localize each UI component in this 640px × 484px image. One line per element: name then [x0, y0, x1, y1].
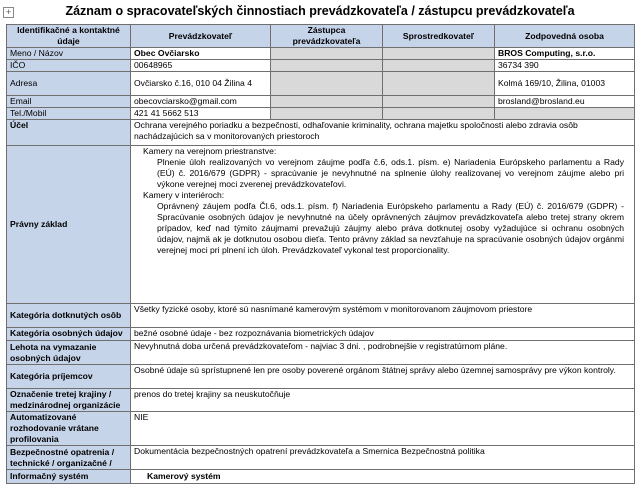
controller-ico: 00648965: [131, 60, 271, 72]
information-system-row: [7, 470, 635, 484]
processor-email: [383, 96, 495, 108]
retention-label: Lehota na vymazanie osobných údajov: [7, 341, 131, 365]
representative-email: [271, 96, 383, 108]
third-country-label: Označenie tretej krajiny / medzinárodnej organizácie: [7, 389, 131, 412]
contact-row-address: [7, 72, 635, 96]
recipients-label: Kategória príjemcov: [7, 365, 131, 389]
header-representative: Zástupca prevádzkovateľa: [271, 25, 383, 48]
retention-row: [7, 341, 635, 365]
legal-basis-label: Právny základ: [7, 146, 131, 304]
legal-basis-row: [7, 146, 635, 304]
header-processor: Sprostredkovateľ: [383, 25, 495, 48]
legal-basis-heading-public: Kamery na verejnom priestranstve:: [143, 146, 277, 156]
personal-data-value: bežné osobné údaje - bez rozpoznávania biometrických údajov: [131, 328, 635, 341]
contact-row-email: [7, 96, 635, 108]
information-system-value: Kamerový systém: [131, 470, 635, 484]
record-table: [6, 24, 635, 484]
dpo-address: Kolmá 169/10, Žilina, 01003: [495, 72, 635, 96]
header-identification: Identifikačné a kontaktné údaje: [7, 25, 131, 48]
representative-address: [271, 72, 383, 96]
controller-email: obecovciarsko@gmail.com: [131, 96, 271, 108]
purpose-value: Ochrana verejného poriadku a bezpečnosti, odhaľovanie kriminality, ochrana majetku spoločnosti alebo zdravia osôb nachádzajúcich sa v monitorovaných priestoroch: [131, 120, 635, 146]
legal-basis-text-interior: Oprávnený záujem podľa Čl.6, ods.1. písm. f) Nariadenia Európskeho parlamentu a Rady (EÚ) č. 2016/679 (GDPR) - Spracúvanie osobných údajov je nevyhnutné na účely oprávnených záujmov prevádzkovateľa alebo tretej strany okrem prípadov, keď nad týmito záujmami prevažujú záujmy alebo práva dotknutej osoby vyžadujúce si ochranu osobných údajov, najmä ak je dotknutou osobou dieťa. Tento právny základ sa nevzťahuje na spracúvanie osobných údajov orgánmi verejnej moci pri plnení ich úloh. Prevádzkovateľ vykonal test proporcionality.: [157, 201, 624, 255]
data-subjects-value: Všetky fyzické osoby, ktoré sú nasnímané kamerovým systémom v monitorovanom záujmovom priestore: [131, 304, 635, 328]
third-country-value: prenos do tretej krajiny sa neuskutočňuje: [131, 389, 635, 412]
security-measures-label: Bezpečnostné opatrenia / technické / organizačné /: [7, 446, 131, 470]
information-system-label: Informačný systém: [7, 470, 131, 484]
row-label: Tel./Mobil: [7, 108, 131, 120]
recipients-row: [7, 365, 635, 389]
recipients-value: Osobné údaje sú sprístupnené len pre osoby poverené orgánom štátnej správy alebo územnej samosprávy pre výkon kontroly.: [131, 365, 635, 389]
automated-decision-value: NIE: [131, 412, 635, 446]
retention-value: Nevyhnutná doba určená prevádzkovateľom - najviac 3 dni. , podrobnejšie v registratúrnom pláne.: [131, 341, 635, 365]
header-row: [7, 25, 635, 48]
third-country-row: [7, 389, 635, 412]
controller-address: Ovčiarsko č.16, 010 04 Žilina 4: [131, 72, 271, 96]
automated-decision-label: Automatizované rozhodovanie vrátane profilovania: [7, 412, 131, 446]
automated-decision-row: [7, 412, 635, 446]
page-title: Záznam o spracovateľských činnostiach prevádzkovateľa / zástupcu prevádzkovateľa: [65, 4, 575, 18]
security-measures-value: Dokumentácia bezpečnostných opatrení prevádzkovateľa a Smernica Bezpečnostná politika: [131, 446, 635, 470]
representative-name: [271, 48, 383, 60]
row-label: Email: [7, 96, 131, 108]
processor-name: [383, 48, 495, 60]
dpo-name: BROS Computing, s.r.o.: [495, 48, 635, 60]
row-label: Meno / Názov: [7, 48, 131, 60]
legal-basis-text-public: Plnenie úloh realizovaných vo verejnom záujme podľa č.6, ods.1. písm. e) Nariadenia Európskeho parlamentu a Rady (EÚ) č. 2016/679 (GDPR) - spracúvanie je nevyhnutné na splnenie úlohy realizovanej vo verejnom záujme alebo pri výkone verejnej moci zverenej prevádzkovateľovi.: [157, 157, 624, 189]
security-measures-row: [7, 446, 635, 470]
personal-data-label: Kategória osobných údajov: [7, 328, 131, 341]
representative-ico: [271, 60, 383, 72]
controller-name: Obec Ovčiarsko: [131, 48, 271, 60]
header-dpo: Zodpovedná osoba: [495, 25, 635, 48]
purpose-row: [7, 120, 635, 146]
purpose-label: Účel: [7, 120, 131, 146]
contact-row-name: [7, 48, 635, 60]
contact-row-phone: [7, 108, 635, 120]
legal-basis-heading-interior: Kamery v interiéroch:: [143, 190, 225, 200]
controller-phone: 421 41 5662 513: [131, 108, 271, 120]
row-label: IČO: [7, 60, 131, 72]
header-controller: Prevádzkovateľ: [131, 25, 271, 48]
data-subjects-label: Kategória dotknutých osôb: [7, 304, 131, 328]
legal-basis-value: [131, 146, 635, 304]
dpo-phone: [495, 108, 635, 120]
processor-address: [383, 72, 495, 96]
row-label: Adresa: [7, 72, 131, 96]
data-subjects-row: [7, 304, 635, 328]
processor-ico: [383, 60, 495, 72]
processor-phone: [383, 108, 495, 120]
dpo-ico: 36734 390: [495, 60, 635, 72]
table-move-handle[interactable]: +: [3, 7, 14, 18]
personal-data-row: [7, 328, 635, 341]
contact-row-ico: [7, 60, 635, 72]
dpo-email: brosland@brosland.eu: [495, 96, 635, 108]
representative-phone: [271, 108, 383, 120]
